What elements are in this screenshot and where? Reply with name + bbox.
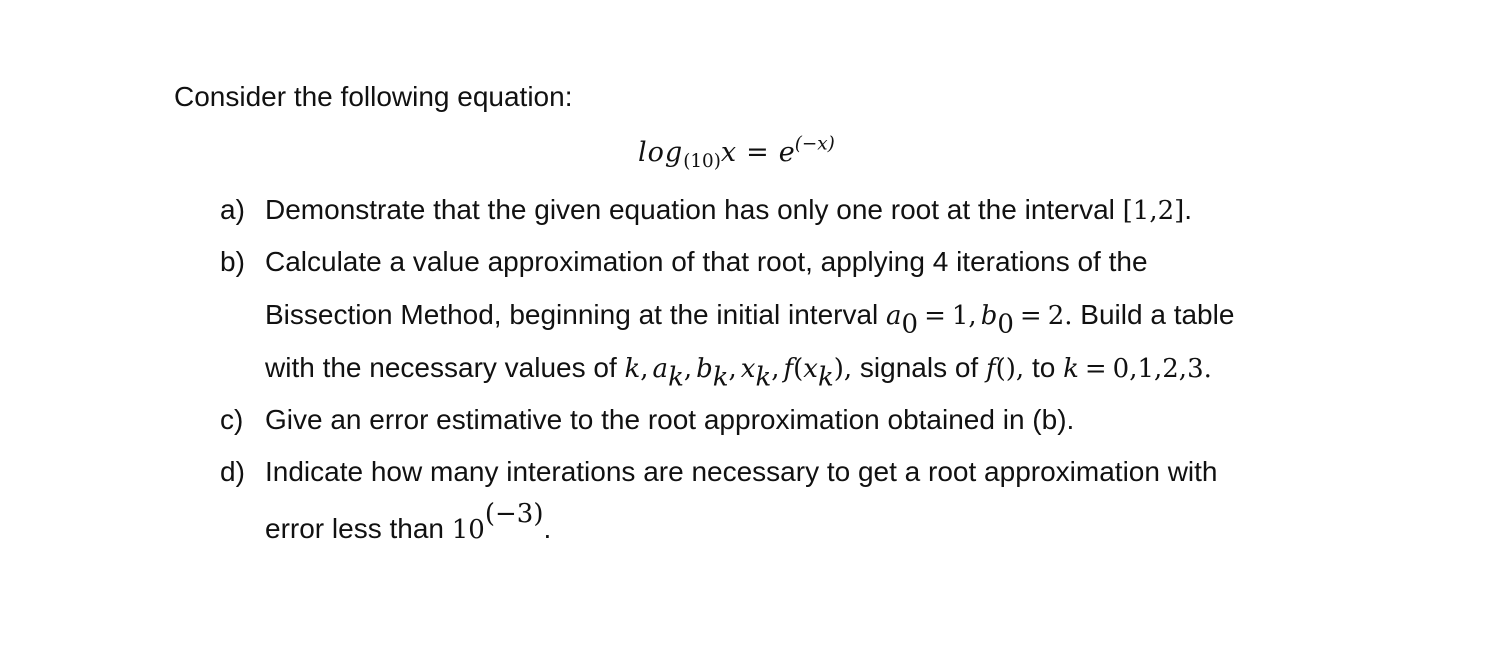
- equation-exponent: (−x): [794, 133, 835, 155]
- item-a-interval: [1,2]: [1122, 196, 1185, 226]
- item-b-line-1: Calculate a value approximation of that root, applying 4 iterations of the: [265, 246, 1148, 277]
- item-b-marker: b): [220, 246, 245, 277]
- comma: ,: [1015, 354, 1025, 384]
- var-ak-sub: k: [668, 362, 684, 393]
- comma: ,: [728, 354, 737, 384]
- equals-1: =: [924, 301, 946, 331]
- func-f-2-parens: (): [995, 354, 1016, 384]
- var-ak: a: [652, 354, 669, 384]
- comma: ,: [640, 354, 649, 384]
- func-f: f: [783, 354, 794, 384]
- item-b-line-3-text: with the necessary values of: [265, 352, 625, 383]
- var-b0: b: [980, 301, 998, 331]
- item-a-period: .: [1184, 194, 1193, 225]
- func-arg-sub: k: [817, 362, 834, 393]
- item-d-line-2-text: error less than: [265, 513, 452, 544]
- paren-open: (: [793, 354, 804, 384]
- a0-value: 1,: [951, 301, 977, 331]
- item-a-marker: a): [220, 194, 245, 225]
- var-k-2: k: [1063, 354, 1079, 384]
- equation-exp-base: e: [778, 137, 795, 168]
- item-b-line-2-end: Build a table: [1072, 299, 1235, 330]
- item-b-line-2-text: Bissection Method, beginning at the initial interval: [265, 299, 887, 330]
- item-d-line-2: [265, 498, 552, 547]
- var-b0-sub: 0: [997, 309, 1014, 340]
- var-xk-sub: k: [755, 362, 772, 393]
- signals-text: signals of: [852, 352, 986, 383]
- paren-close: ): [833, 354, 844, 384]
- equals-2: =: [1019, 301, 1042, 331]
- comma: ,: [771, 354, 780, 384]
- var-k: k: [624, 354, 641, 384]
- item-c-text: Give an error estimative to the root approximation obtained in (b).: [265, 404, 1075, 435]
- power-base: 10: [451, 515, 485, 545]
- equation-log: log: [638, 137, 684, 168]
- func-f-2: f: [985, 354, 996, 384]
- item-a-line: [265, 193, 1192, 228]
- item-b-line-2: [265, 298, 1235, 340]
- power-exponent: (−3): [484, 498, 544, 529]
- comma: ,: [843, 354, 853, 384]
- item-d-line-1: Indicate how many interations are necessary to get a root approximation with: [265, 456, 1218, 487]
- comma: ,: [683, 354, 693, 384]
- intro-text: Consider the following equation:: [174, 81, 573, 112]
- item-b-line-3: [265, 351, 1212, 393]
- var-xk: x: [740, 354, 756, 384]
- equation-log-base: (10): [683, 150, 721, 172]
- var-bk: b: [696, 354, 713, 384]
- item-a-text: Demonstrate that the given equation has only one root at the interval: [265, 194, 1123, 225]
- var-a0-sub: 0: [901, 309, 919, 340]
- b0-value: 2.: [1047, 301, 1073, 331]
- k-values: 0,1,2,3.: [1112, 354, 1212, 384]
- item-d-marker: d): [220, 456, 245, 487]
- item-d-period: .: [543, 513, 552, 544]
- to-text: to: [1024, 352, 1064, 383]
- var-bk-sub: k: [712, 362, 729, 393]
- func-arg-x: x: [803, 354, 818, 384]
- var-a0: a: [886, 301, 902, 331]
- equation-variable: x: [720, 137, 737, 168]
- equation-equals: =: [746, 137, 769, 168]
- main-equation: [638, 133, 835, 173]
- equals-3: =: [1084, 354, 1107, 384]
- item-c-marker: c): [220, 404, 244, 435]
